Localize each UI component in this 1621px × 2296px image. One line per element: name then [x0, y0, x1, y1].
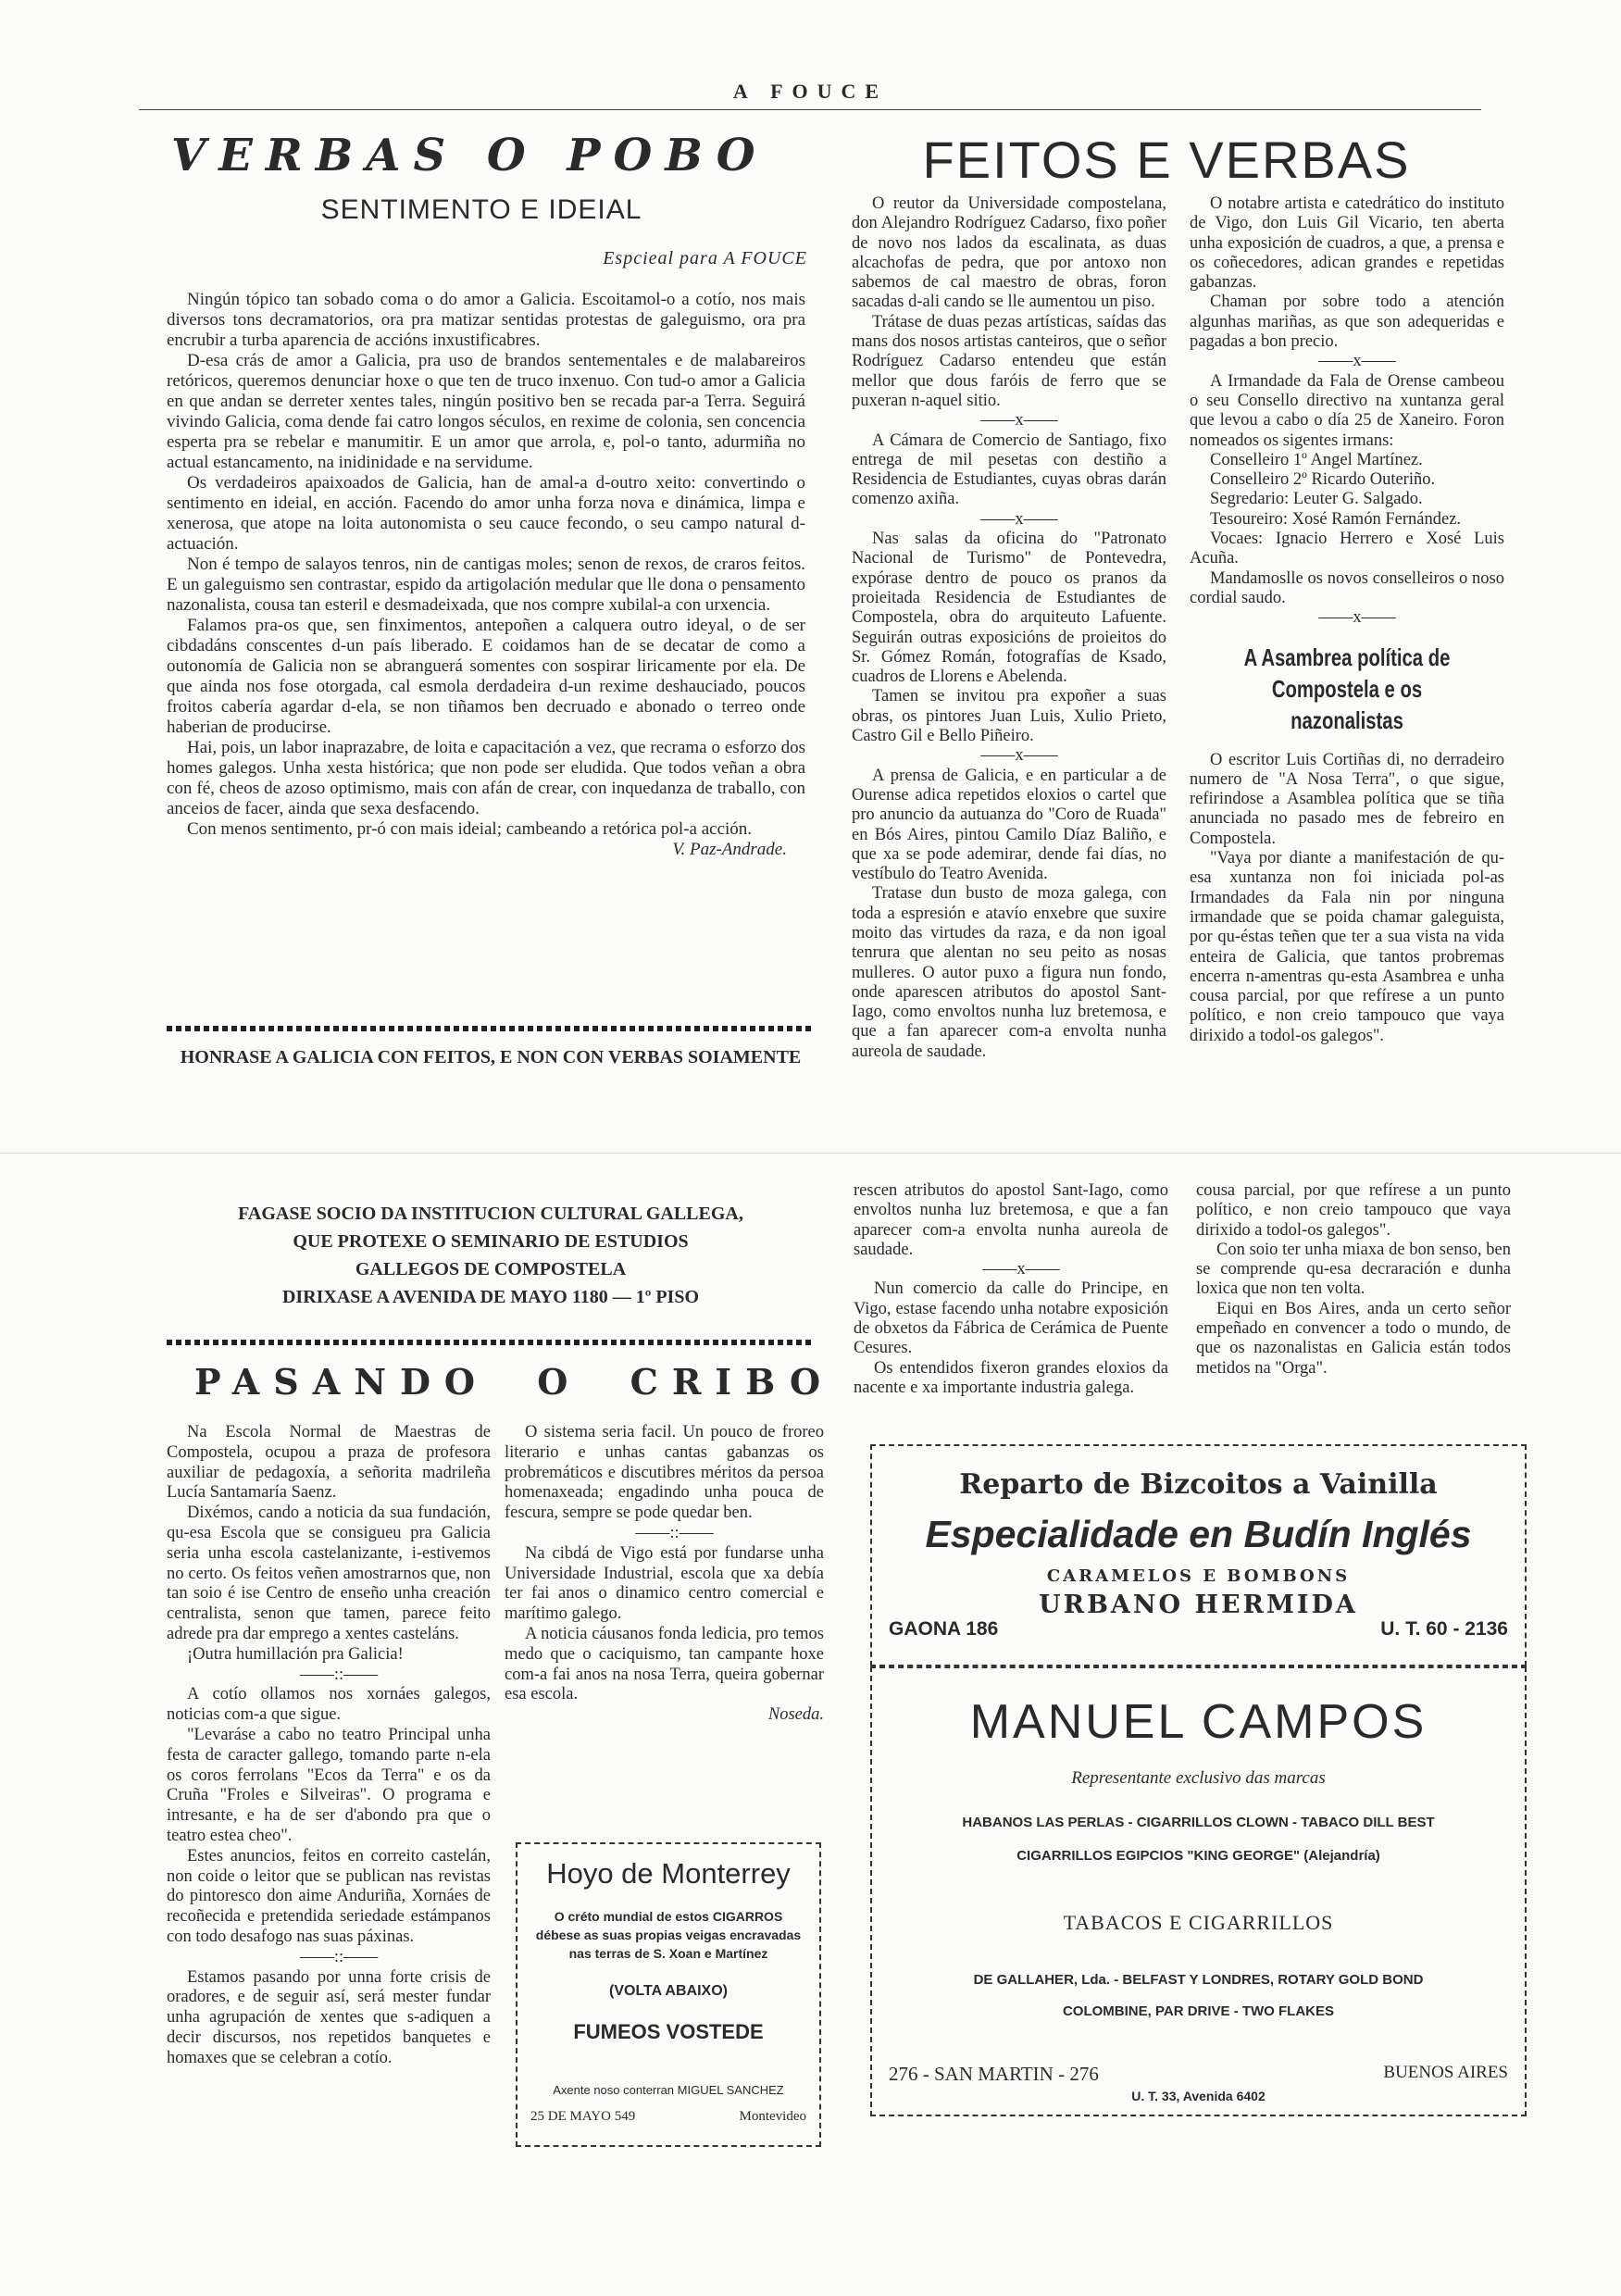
paragraph: Hai, pois, un labor inaprazabre, de loita e capacitación a vez, que recrama o esforzo dos homes galegos. Unha xesta histórica; que non pode ser eludida. Que todos veñan a obra con fé, cheos de azoso optimismo, mais con afán de crear, con inquedanza de traballo, con anceios de facer, ainda que sexa desfacendo. [167, 738, 805, 818]
bizcoitos-line1: Reparto de Bizcoitos a Vainilla [959, 1468, 1438, 1501]
separator: ——x—— [982, 1260, 1060, 1279]
socio-notice [167, 1200, 815, 1311]
bizcoitos-line4: URBANO HERMIDA [1039, 1591, 1358, 1619]
paragraph: Non é tempo de salayos tenros, nin de cantigas moles; senon de rexos, de craros feitos. E un galeguismo sen contrastar, espido da artigolación medular que lle dona o pensamento nazonalista, cousa tan esteril e desmadeixada, que nos compre xubilal-a con urxencia. [167, 555, 805, 615]
news-item: Trátase de duas pezas artísticas, saídas das mans dos nosos artistas canteiros, que o señor Rodríguez Cadarso entendeu que están mellor que dous faróis de ferro que se puxeran n-aquel sitio. [852, 312, 1166, 410]
feitos-col1 [852, 194, 1166, 1061]
news-item: Eiqui en Bos Aires, anda un certo señor empeñado en convencer a todo o mundo, de que os nazonalistas en Galicia están todos metidos na "Orga". [1196, 1299, 1511, 1378]
news-item: "Levaráse a cabo no teatro Principal unha festa de caracter gallego, tomando parte n-ela os coros ferrolans "Ecos da Terra" e os da Cruña "Froles e Silveiras". O programa e intresante, e ha de ser d'abondo pra que o teatro estea cheo". [167, 1725, 491, 1845]
news-item: A Irmandade da Fala de Orense cambeou o seu Consello directivo na xuntanza geral que levou a cabo o día 25 de Xaneiro. Foron nomeados os sigentes irmans: [1190, 371, 1504, 450]
news-item: Segredario: Leuter G. Salgado. [1210, 490, 1423, 509]
news-item: Dixémos, cando a noticia da sua fundación, qu-esa Escola que se consigueu pra Galicia seria unha escola castelanizante, i-estivemos no certo. Os feitos veñen amostrarnos que, non tan soio é ise Centro de enseño unha creación centralista, senon que tamen, parece feito adrede pra dar emprego a xentes casteláns. [167, 1504, 491, 1643]
news-item: Chaman por sobre todo a atención algunhas mariñas, as que son adequeridas e pagadas a bon precio. [1190, 293, 1504, 352]
hoyo-address: 25 DE MAYO 549 [530, 2109, 636, 2124]
news-item: Estes anuncios, feitos en correito castelán, non coide o leitor que se publican nas revistas do pintoresco don aime Anduriña, Xornáes de recoñecida e pretendida seriedade estámpanos con todo desafogo nas suas páxinas. [167, 1846, 491, 1946]
news-item: O sistema seria facil. Un pouco de froreo literario e unhas cantas gabanzas os probremáticos e discutibres méritos da persoa homenaxeada; engadindo unha pouca de fescura, sempre se pode quedar ben. [505, 1423, 824, 1523]
bizcoitos-address: GAONA 186 [889, 1618, 999, 1640]
news-item: Con soio ter unha miaxa de bon senso, ben se comprende qu-esa decraración e dunha loxica que non ten volta. [1196, 1240, 1511, 1299]
bizcoitos-line2: Especialidade en Budín Inglés [925, 1513, 1472, 1555]
verbas-signature: V. Paz-Andrade. [672, 840, 787, 859]
separator: ——::—— [635, 1523, 714, 1542]
bizcoitos-line3: CARAMELOS E BOMBONS [1046, 1566, 1351, 1586]
news-item: O reutor da Universidade compostelana, don Alejandro Rodríguez Cadarso, fixo poñer de novo nos lados da escalinata, as duas alcachofas de pedra, que por antoxo non sabemos de cal maestro de obras, foron sacadas d-ali cando se lle aumentou un piso. [852, 194, 1166, 312]
campos-phone: U. T. 33, Avenida 6402 [1131, 2089, 1266, 2103]
news-item: Vocaes: Ignacio Herrero e Xosé Luis Acuña. [1190, 530, 1504, 568]
paragraph: D-esa crás de amor a Galicia, pra uso de brandos sentementales e de malabareiros retóricos, queremos denunciar hoxe o que ten de truco inxenuo. Con tud-o amor a Galicia en que andan se derreter xentes tales, ningún positivo ben se recada par-a Terra. Seguirá vivindo Galicia, coma dende fai catro longos séculos, en rexime de colonia, sen concencia esperta pra se rebelar e manumitir. E un amor que arrola, e, pol-o tanto, adurmiña no actual estancamento, na inidinidade e na servidume. [167, 351, 805, 472]
campos-name: MANUEL CAMPOS [969, 1695, 1428, 1749]
cribo-col1 [167, 1423, 491, 2067]
separator: ——x—— [1318, 608, 1396, 628]
news-item: Nas salas da oficina do "Patronato Nacional de Turismo" de Pontevedra, expórase dentro de pouco os pranos da proieitada Residencia de Estudiantes de Compostela, obra do arquiteuto Lafuente. Seguirán outras exposicións de proieitos do Sr. Gómez Román, fotografías de Ksado, cuadros de Llorens e Abelenda. [852, 530, 1166, 687]
news-item: "Vaya por diante a manifestación de qu-esa xuntanza non foi iniciada pol-as Irmandades da Fala nin por ninguna irmandade que se poida chamar galeguista, por qu-éstas teñen que ter a sua vista na vida enteira de Galicia, que tantos probremas encerra n-amentras qu-esta Asambrea e unha cousa parcial, por que refírese a un punto político, e non creio tampouco que vaya dirixido a todol-os galegos". [1190, 849, 1504, 1045]
campos-brands2: CIGARRILLOS EGIPCIOS "KING GEORGE" (Alejandría) [1016, 1848, 1380, 1864]
hoyo-ad [516, 1842, 821, 2147]
separator: ——::—— [299, 1947, 379, 1966]
masthead-rule [139, 109, 1481, 110]
feitos-title: FEITOS E VERBAS [922, 131, 1411, 189]
campos-ad [870, 1666, 1527, 2116]
paragraph: Ningún tópico tan sobado coma o do amor a Galicia. Escoitamol-o a cotío, nos mais diversos tons decramatorios, ora pra matizar sentidas protestas de galeguismo, ora pra encrubir a turba aparencia de accións inxustificabres. [167, 290, 805, 350]
separator: ——x—— [980, 746, 1058, 766]
socio-line: FAGASE SOCIO DA INSTITUCION CULTURAL GALLEGA, [238, 1204, 743, 1224]
campos-gallaher: DE GALLAHER, Lda. - BELFAST Y LONDRES, ROTARY GOLD BOND [973, 1972, 1424, 1988]
socio-line: DIRIXASE A AVENIDA DE MAYO 1180 — 1º PISO [281, 1287, 700, 1307]
feitos-continued-col1 [854, 1181, 1168, 1398]
separator: ——::—— [299, 1665, 379, 1684]
news-item: A Cámara de Comercio de Santiago, fixo entrega de mil pesetas con destiño a Residencia de Estudiantes, cuyas obras darán comenzo axiña. [852, 430, 1166, 509]
hoyo-line3: FUMEOS VOSTEDE [573, 2020, 764, 2043]
news-item: Conselleiro 1º Angel Martínez. [1210, 450, 1423, 469]
campos-city: BUENOS AIRES [1383, 2063, 1508, 2082]
news-item: O escritor Luis Cortiñas di, no derradeiro numero de "A Nosa Terra", o que sigue, refirindose a Asamblea política que se tiña anunciada no pasado mes de febreiro en Compostela. [1190, 750, 1504, 848]
campos-tabacos: TABACOS E CIGARRILLOS [1063, 1911, 1334, 1934]
paragraph: Falamos pra-os que, sen finximentos, antepoñen a calquera outro ideyal, o de ser cibdadáns conscentes d-un país liberado. E coidamos han de se decatar de como a outonomía de Galicia non se abranguerá somentes con sospirar liricamente por ela. De que ainda nos fose otorgada, cal esmola derdadeira d-un rexime deshauciado, poucos froitos cabería agardar d-ela, se non tiñamos ben decruado e abonado o terreo onde haberian de producirse. [167, 616, 805, 737]
campos-colombine: COLOMBINE, PAR DRIVE - TWO FLAKES [1062, 2003, 1335, 2019]
news-item: A noticia cáusanos fonda ledicia, pro temos medo que o caciquismo, tan campante hoxe com-a fai anos na nosa Terra, queira gobernar esa escola. [505, 1624, 824, 1704]
news-item: Nun comercio da calle do Principe, en Vigo, estase facendo unha notabre exposición de obxetos da Fábrica de Cerámica de Puente Cesures. [854, 1279, 1168, 1358]
hoyo-line2: (VOLTA ABAIXO) [609, 1983, 728, 1999]
slogan-rule [167, 1026, 815, 1031]
bizcoitos-ad [870, 1444, 1527, 1666]
news-item: Mandamoslle os novos conselleiros o noso cordial saudo. [1190, 568, 1504, 607]
news-item: Tamen se invitou pra expoñer a suas obras, os pintores Juan Luis, Xulio Prieto, Castro Gil e Bello Piñeiro. [852, 687, 1166, 746]
cribo-title: PASANDO O CRIBO [194, 1361, 835, 1403]
paragraph: Con menos sentimento, pr-ó con mais ideial; cambeando a retórica pol-a acción. [187, 819, 753, 839]
feitos-col2 [1190, 194, 1504, 1045]
news-item: Na cibdá de Vigo está por fundarse unha Universidade Industrial, escola que xa debía ter fai anos o dinamico centro comercial e marítimo galego. [505, 1543, 824, 1624]
cribo-col2 [505, 1423, 824, 1726]
paragraph: Os verdadeiros apaixoados de Galicia, han de amal-a d-outro xeito: convertindo o sentimento en ideial, en acción. Facendo do amor unha forza nova e dinámica, limpa e xenerosa, que atope na loita autonomista o seu cauce fecondo, o seu campo natural d-actuación. [167, 473, 805, 554]
news-item: Estamos pasando por unna forte crisis de oradores, e de seguir así, será mester fundar unha agrupación de xentes que s-adiquen a decir discursos, nos repetidos banquetes e homaxes que se celebran a cotío. [167, 1967, 491, 2067]
hoyo-line1: O créto mundial de estos CIGARROS débese as suas propias veigas encravadas nas terras de S. Xoan e Martínez [535, 1909, 802, 1961]
news-item-continued: cousa parcial, por que refírese a un punto político, e non creio tampouco que vaya dirixido a todol-os galegos". [1196, 1181, 1511, 1240]
news-item: Na Escola Normal de Maestras de Compostela, ocupou a praza de profesora auxiliar de pedagoxía, a señorita madrileña Lucía Santamaría Saenz. [167, 1423, 491, 1503]
news-item: Tesoureiro: Xosé Ramón Fernández. [1210, 509, 1461, 529]
campos-sub: Representante exclusivo das marcas [1071, 1768, 1326, 1788]
socio-line: GALLEGOS DE COMPOSTELA [355, 1259, 627, 1279]
news-item: O notabre artista e catedrático do instituto de Vigo, don Luis Gil Vicario, ten aberta unha exposición de cuadros, a que, a prensa e os coñecedores, adican grandes e repetidas gabanzas. [1190, 194, 1504, 293]
verbas-byline: Espcieal para A FOUCE [603, 248, 807, 268]
news-item: A cotío ollamos nos xornáes galegos, noticias com-a que sigue. [167, 1685, 491, 1725]
cribo-signature: Noseda. [767, 1705, 824, 1725]
verbas-title: VERBAS O POBO [171, 130, 768, 181]
slogan-text: HONRASE A GALICIA CON FEITOS, E NON CON VERBAS SOIAMENTE [180, 1047, 802, 1067]
fold-line [0, 1153, 1621, 1154]
news-item: Tratase dun busto de moza galega, con toda a espresión e atavío enxebre que suxire moito das virtudes da raza, e da non igoal tenrura que alentan no seu peito as nosas mulleres. O autor puxo a figura nun fondo, onde aparescen atributos do apostol Sant-Iago, como envoltos nunha luz bretemosa, e que a fan aparecer com-a envolta nunha aureola de saudade. [852, 884, 1166, 1061]
socio-line: QUE PROTEXE O SEMINARIO DE ESTUDIOS [293, 1231, 689, 1252]
hoyo-city: Montevideo [739, 2109, 806, 2124]
news-item: ¡Outra humillación pra Galicia! [187, 1644, 404, 1664]
separator: ——x—— [980, 509, 1058, 529]
verbas-subtitle: SENTIMENTO E IDEIAL [320, 194, 642, 225]
separator: ——x—— [1318, 352, 1396, 371]
separator: ——x—— [980, 411, 1058, 430]
feitos-continued-col2 [1196, 1181, 1511, 1379]
bizcoitos-phone: U. T. 60 - 2136 [1380, 1618, 1508, 1640]
socio-rule [167, 1340, 815, 1345]
hoyo-title: Hoyo de Monterrey [546, 1857, 791, 1890]
hoyo-line4: Axente noso conterran MIGUEL SANCHEZ [553, 2083, 784, 2097]
verbas-body [167, 290, 805, 860]
masthead: A FOUCE [732, 80, 889, 103]
news-item-continued: rescen atributos do apostol Sant-Iago, como envoltos nunha luz bretemosa, e que a fan aparecer com-a envolta nunha aureola de saudade. [854, 1181, 1168, 1259]
news-item: Os entendidos fixeron grandes eloxios da nacente e xa importante industria galega. [854, 1358, 1168, 1397]
news-item: Conselleiro 2º Ricardo Outeriño. [1210, 470, 1436, 490]
campos-address: 276 - SAN MARTIN - 276 [889, 2063, 1099, 2085]
asambrea-title: A Asambrea política de Compostela e os nazonalistas [1243, 643, 1451, 734]
news-item: A prensa de Galicia, e en particular a de Ourense adica repetidos eloxios o cartel que pro anuncio da autuanza do "Coro de Ruada" en Bós Aires, pintou Camilo Díaz Baliño, e que xa se pode ademirar, dende fai días, no vestíbulo do Teatro Avenida. [852, 766, 1166, 884]
campos-brands1: HABANOS LAS PERLAS - CIGARRILLOS CLOWN - TABACO DILL BEST [962, 1815, 1435, 1830]
